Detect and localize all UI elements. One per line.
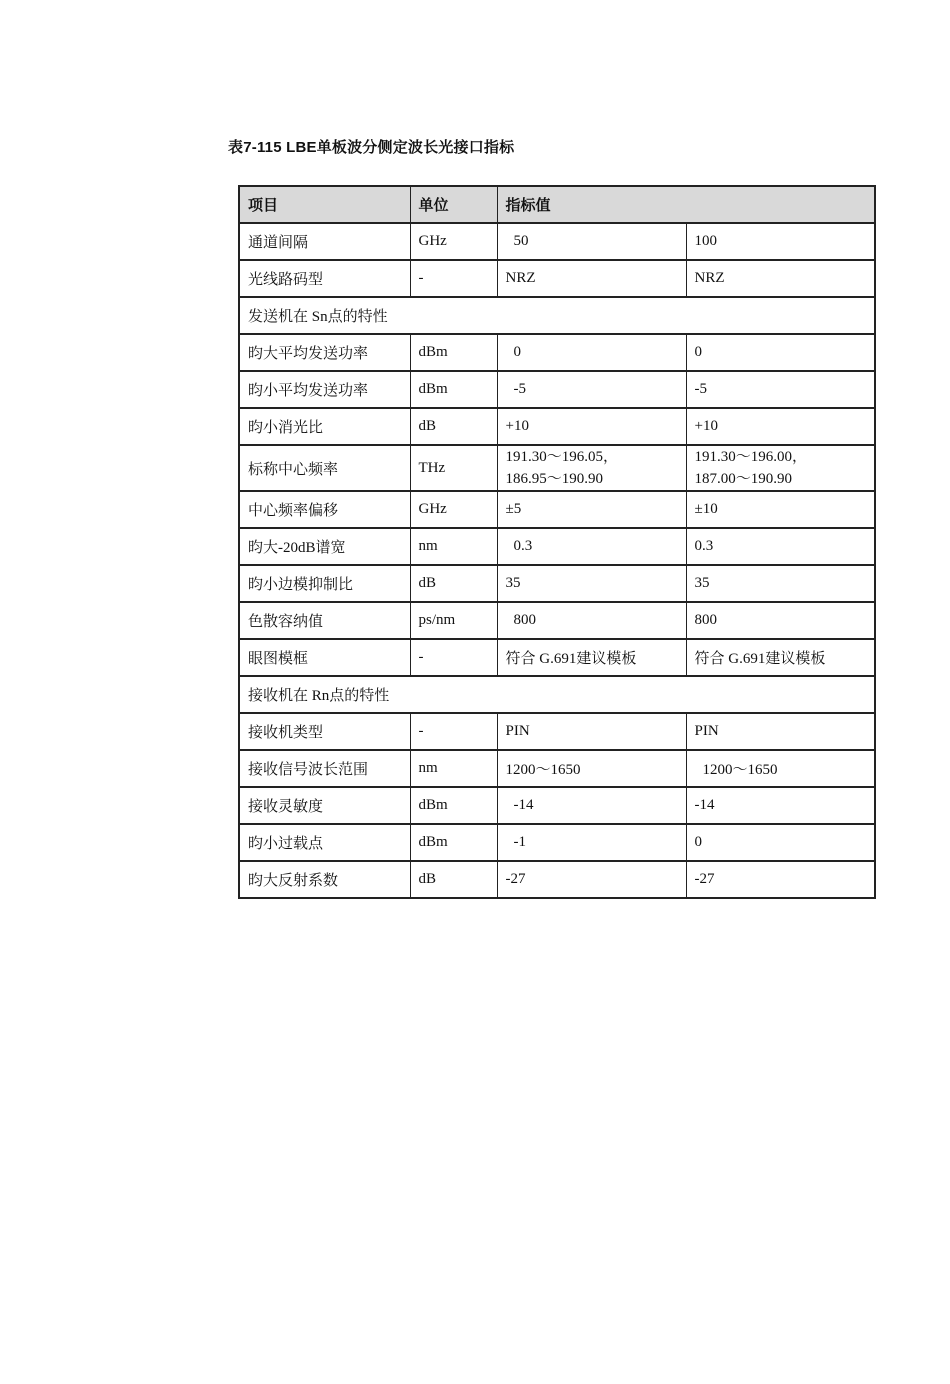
row-value-2: 符合 G.691建议模板 bbox=[686, 639, 875, 676]
table-row bbox=[239, 260, 875, 297]
row-unit: GHz bbox=[410, 491, 497, 528]
row-unit: - bbox=[410, 639, 497, 676]
table-row bbox=[239, 408, 875, 445]
row-value-1: 符合 G.691建议模板 bbox=[497, 639, 686, 676]
table-row bbox=[239, 602, 875, 639]
table-row bbox=[239, 787, 875, 824]
header-value: 指标值 bbox=[497, 186, 875, 223]
row-value-2: 0 bbox=[686, 334, 875, 371]
row-unit: - bbox=[410, 713, 497, 750]
table-row bbox=[239, 713, 875, 750]
row-value-1: 1200～1650 bbox=[497, 750, 686, 787]
freq-range-line: 186.95～190.90 bbox=[505, 471, 604, 487]
table-row bbox=[239, 824, 875, 861]
row-value-1: ±5 bbox=[497, 491, 686, 528]
row-unit: dB bbox=[410, 408, 497, 445]
row-unit: ps/nm bbox=[410, 602, 497, 639]
row-item: 中心频率偏移 bbox=[239, 491, 410, 528]
row-value-1: 0.3 bbox=[497, 528, 686, 565]
row-value-2 bbox=[686, 445, 875, 491]
section-row bbox=[239, 676, 875, 713]
row-value-1: NRZ bbox=[497, 260, 686, 297]
row-value-1: 0 bbox=[497, 334, 686, 371]
table-row bbox=[239, 445, 875, 491]
row-unit: GHz bbox=[410, 223, 497, 260]
row-value-1 bbox=[497, 445, 686, 491]
freq-range-line: 187.00～190.90 bbox=[694, 471, 793, 487]
section-title-receiver: 接收机在 Rn点的特性 bbox=[239, 676, 875, 713]
row-value-1: +10 bbox=[497, 408, 686, 445]
row-unit: dB bbox=[410, 861, 497, 898]
row-value-1: -14 bbox=[497, 787, 686, 824]
table-row bbox=[239, 750, 875, 787]
row-unit: dBm bbox=[410, 334, 497, 371]
row-value-2: 35 bbox=[686, 565, 875, 602]
row-value-2: 1200～1650 bbox=[686, 750, 875, 787]
table-caption: 表7-115 LBE单板波分侧定波长光接口指标 bbox=[228, 139, 515, 156]
row-unit: dB bbox=[410, 565, 497, 602]
row-value-1: -27 bbox=[497, 861, 686, 898]
row-unit: dBm bbox=[410, 824, 497, 861]
row-value-2: ±10 bbox=[686, 491, 875, 528]
row-item: 标称中心频率 bbox=[239, 445, 410, 491]
table-row bbox=[239, 639, 875, 676]
row-value-1: 35 bbox=[497, 565, 686, 602]
row-item: 色散容纳值 bbox=[239, 602, 410, 639]
row-value-2: -14 bbox=[686, 787, 875, 824]
row-item: 昀小过载点 bbox=[239, 824, 410, 861]
row-value-2: NRZ bbox=[686, 260, 875, 297]
freq-range-line: 191.30～196.00， bbox=[694, 449, 808, 465]
section-row bbox=[239, 297, 875, 334]
table-row bbox=[239, 491, 875, 528]
row-item: 眼图模框 bbox=[239, 639, 410, 676]
freq-range-line: 191.30～196.05， bbox=[505, 449, 619, 465]
row-value-1: -5 bbox=[497, 371, 686, 408]
row-item: 接收信号波长范围 bbox=[239, 750, 410, 787]
row-item: 昀大平均发送功率 bbox=[239, 334, 410, 371]
row-value-2: -5 bbox=[686, 371, 875, 408]
row-unit: dBm bbox=[410, 371, 497, 408]
table-row bbox=[239, 223, 875, 260]
row-item: 昀大反射系数 bbox=[239, 861, 410, 898]
row-item: 接收机类型 bbox=[239, 713, 410, 750]
row-value-2: PIN bbox=[686, 713, 875, 750]
row-unit: nm bbox=[410, 750, 497, 787]
table-header-row bbox=[239, 186, 875, 223]
table-row bbox=[239, 334, 875, 371]
table-row bbox=[239, 528, 875, 565]
row-item: 昀大-20dB谱宽 bbox=[239, 528, 410, 565]
row-unit: THz bbox=[410, 445, 497, 491]
row-value-1: 50 bbox=[497, 223, 686, 260]
row-value-1: PIN bbox=[497, 713, 686, 750]
row-value-2: 0 bbox=[686, 824, 875, 861]
optical-interface-spec-table bbox=[238, 185, 876, 899]
row-unit: nm bbox=[410, 528, 497, 565]
row-unit: - bbox=[410, 260, 497, 297]
row-item: 通道间隔 bbox=[239, 223, 410, 260]
row-item: 昀小平均发送功率 bbox=[239, 371, 410, 408]
row-value-1: -1 bbox=[497, 824, 686, 861]
table-row bbox=[239, 371, 875, 408]
row-value-1: 800 bbox=[497, 602, 686, 639]
row-value-2: 0.3 bbox=[686, 528, 875, 565]
header-unit: 单位 bbox=[410, 186, 497, 223]
row-value-2: 800 bbox=[686, 602, 875, 639]
row-item: 昀小边模抑制比 bbox=[239, 565, 410, 602]
row-item: 昀小消光比 bbox=[239, 408, 410, 445]
row-value-2: 100 bbox=[686, 223, 875, 260]
row-item: 光线路码型 bbox=[239, 260, 410, 297]
row-value-2: +10 bbox=[686, 408, 875, 445]
table-row bbox=[239, 861, 875, 898]
row-unit: dBm bbox=[410, 787, 497, 824]
row-item: 接收灵敏度 bbox=[239, 787, 410, 824]
row-value-2: -27 bbox=[686, 861, 875, 898]
header-item: 项目 bbox=[239, 186, 410, 223]
table-row bbox=[239, 565, 875, 602]
section-title-transmitter: 发送机在 Sn点的特性 bbox=[239, 297, 875, 334]
